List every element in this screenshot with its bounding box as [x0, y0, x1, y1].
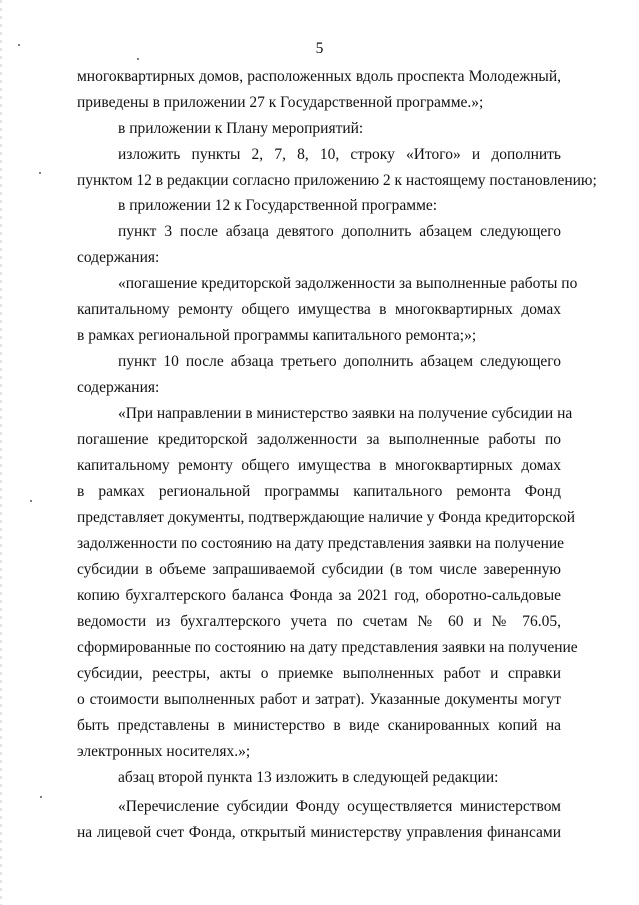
text-line: сформированные по состоянию на дату представления заявки на получение — [77, 639, 578, 656]
text-line: «При направлении в министерство заявки на получение субсидии на — [118, 405, 573, 422]
text-line: субсидии, реестры, акты о приемке выполненных работ и справки — [77, 665, 561, 682]
text-line: пунктом 12 в редакции согласно приложению 2 к настоящему постановлению; — [77, 172, 597, 189]
text-line: в приложении к Плану мероприятий: — [118, 120, 364, 137]
text-line: изложить пункты 2, 7, 8, 10, строку «Итого» и дополнить — [118, 146, 561, 163]
text-line: приведены в приложении 27 к Государственной программе.»; — [77, 94, 484, 111]
text-line: представляет документы, подтверждающие наличие у Фонда кредиторской — [77, 509, 576, 526]
text-line: содержания: — [77, 379, 160, 396]
text-line: ведомости из бухгалтерского учета по счетам № 60 и № 76.05, — [77, 613, 561, 630]
text-line: погашение кредиторской задолженности за выполненные работы по — [77, 431, 561, 448]
text-line: электронных носителях.»; — [77, 743, 251, 760]
text-line: задолженности по состоянию на дату представления заявки на получение — [77, 535, 565, 552]
scan-speck — [30, 500, 32, 502]
scan-speck — [40, 796, 42, 798]
scan-speck — [137, 58, 139, 60]
text-line: «погашение кредиторской задолженности за выполненные работы по — [118, 275, 578, 292]
scan-speck — [39, 172, 41, 174]
text-line: в рамках региональной программы капитального ремонта Фонд — [77, 483, 561, 500]
text-line: о стоимости выполненных работ и затрат). Указанные документы могут — [77, 691, 561, 708]
text-line: содержания: — [77, 249, 160, 266]
text-line: пункт 3 после абзаца девятого дополнить абзацем следующего — [118, 223, 561, 240]
text-line: копию бухгалтерского баланса Фонда за 2021 год, оборотно-сальдовые — [77, 587, 561, 604]
page-number: 5 — [315, 40, 324, 57]
text-line: в рамках региональной программы капитального ремонта;»; — [77, 327, 477, 344]
text-line: абзац второй пункта 13 изложить в следующей редакции: — [118, 769, 499, 786]
text-line: субсидии в объеме запрашиваемой субсидии (в том числе заверенную — [77, 561, 561, 578]
scan-edge — [0, 0, 2, 905]
text-line: быть представлены в министерство в виде сканированных копий на — [77, 717, 561, 734]
text-line: многоквартирных домов, расположенных вдоль проспекта Молодежный, — [77, 68, 561, 85]
text-line: «Перечисление субсидии Фонду осуществляется министерством — [118, 798, 561, 815]
text-line: пункт 10 после абзаца третьего дополнить абзацем следующего — [118, 353, 561, 370]
text-line: капитальному ремонту общего имущества в многоквартирных домах — [77, 301, 561, 318]
text-line: в приложении 12 к Государственной программе: — [118, 197, 438, 214]
text-line: на лицевой счет Фонда, открытый министерству управления финансами — [77, 824, 561, 841]
text-line: капитальному ремонту общего имущества в многоквартирных домах — [77, 457, 561, 474]
